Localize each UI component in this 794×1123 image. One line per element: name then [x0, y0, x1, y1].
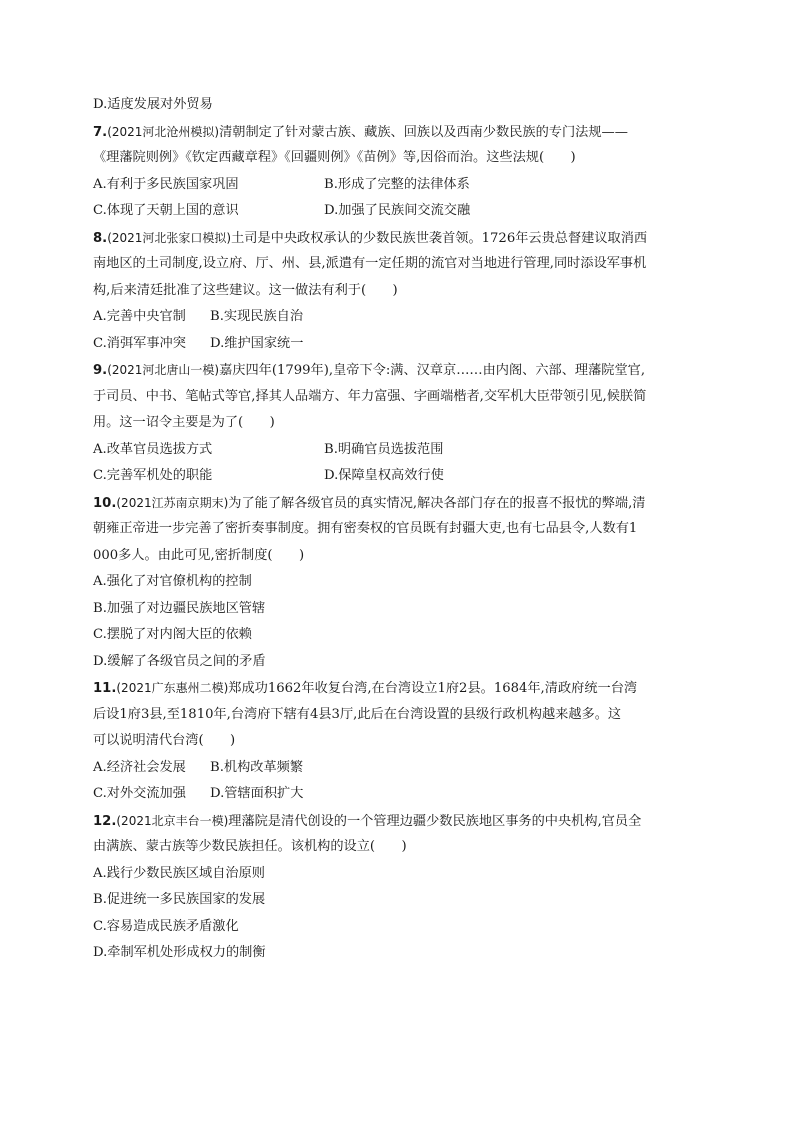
question-7-option-b[interactable]: B.形成了完整的法律体系	[324, 176, 470, 192]
question-7-stem-line-1: 7.(2021河北沧州模拟)清朝制定了针对蒙古族、藏族、回族以及西南少数民族的专门法规——	[93, 124, 628, 140]
question-7-options-row-2	[93, 198, 705, 225]
question-7-stem-line-2: 《理藩院则例》《钦定西藏章程》《回疆则例》《苗例》等,因俗而治。这些法规( )	[93, 150, 576, 165]
question-9-option-a[interactable]: A.改革官员选拔方式	[93, 441, 213, 457]
question-11-option-a[interactable]: A.经济社会发展	[93, 759, 186, 775]
question-9-stem-line-1: 9.(2021河北唐山一模)嘉庆四年(1799年),皇帝下令:满、汉章京……由内阁、六部、理藩院堂官,	[93, 363, 646, 378]
question-8-stem-line-1: 8.(2021河北张家口模拟)土司是中央政权承认的少数民族世袭首领。1726年云贵总督建议取消西	[93, 230, 648, 246]
question-10-option-b[interactable]: B.加强了对边疆民族地区管辖	[93, 600, 266, 616]
question-11	[93, 675, 705, 808]
question-9-option-b[interactable]: B.明确官员选拔范围	[324, 441, 444, 457]
question-10-stem-line-1: 10.(2021江苏南京期末)为了能了解各级官员的真实情况,解决各部门存在的报喜不报忧的弊端,清	[93, 495, 646, 511]
question-source: (2021江苏南京期末)	[116, 495, 229, 510]
question-8-option-a[interactable]: A.完善中央官制	[93, 309, 186, 324]
question-number: 11.	[93, 681, 117, 696]
document-page	[93, 92, 705, 967]
question-source: (2021北京丰台一模)	[116, 813, 229, 828]
question-8-options-row-1	[93, 304, 705, 331]
question-7-option-a[interactable]: A.有利于多民族国家巩固	[93, 176, 239, 192]
question-11-options-row-1	[93, 755, 705, 782]
question-12-option-a[interactable]: A.践行少数民族区域自治原则	[93, 865, 265, 881]
question-12-stem-line-2: 由满族、蒙古族等少数民族担任。该机构的设立( )	[93, 839, 407, 854]
question-12-option-c[interactable]: C.容易造成民族矛盾激化	[93, 918, 239, 934]
question-12-stem-line-1: 12.(2021北京丰台一模)理藩院是清代创设的一个管理边疆少数民族地区事务的中央机构,官员全	[93, 813, 642, 829]
question-8	[93, 225, 705, 358]
question-10-option-a[interactable]: A.强化了对官僚机构的控制	[93, 574, 252, 589]
question-11-options-row-2	[93, 781, 705, 808]
question-7	[93, 119, 705, 225]
question-11-stem-line-2: 后设1府3县,至1810年,台湾府下辖有4县3厅,此后在台湾设置的县级行政机构越来越多。这	[93, 706, 622, 722]
lead-option-d: D.适度发展对外贸易	[93, 97, 213, 112]
question-number: 9.	[93, 363, 108, 378]
question-8-stem-line-2: 南地区的土司制度,设立府、厅、州、县,派遣有一定任期的流官对当地进行管理,同时添设军事机	[93, 256, 647, 271]
question-number: 12.	[93, 813, 117, 829]
question-8-option-c[interactable]: C.消弭军事冲突	[93, 335, 186, 351]
question-12	[93, 808, 705, 967]
question-source: (2021广东惠州二模)	[116, 681, 229, 695]
question-10-stem-line-3: 000多人。由此可见,密折制度( )	[93, 547, 305, 563]
question-7-option-d[interactable]: D.加强了民族间交流交融	[324, 203, 471, 218]
question-9-options-row-2	[93, 463, 705, 490]
question-10-option-d[interactable]: D.缓解了各级官员之间的矛盾	[93, 653, 266, 669]
question-11-option-c[interactable]: C.对外交流加强	[93, 786, 186, 801]
question-source: (2021河北张家口模拟)	[107, 230, 232, 245]
question-9-option-d[interactable]: D.保障皇权高效行使	[324, 468, 444, 483]
question-9-stem-line-3: 用。这一诏令主要是为了( )	[93, 415, 275, 430]
question-7-option-c[interactable]: C.体现了天朝上国的意识	[93, 203, 239, 218]
question-number: 8.	[93, 230, 108, 246]
question-11-option-b[interactable]: B.机构改革频繁	[210, 759, 304, 775]
question-source: (2021河北沧州模拟)	[107, 124, 220, 139]
question-10-option-c[interactable]: C.摆脱了对内阁大臣的依赖	[93, 627, 252, 642]
question-8-stem-line-3: 构,后来清廷批准了这些建议。这一做法有利于( )	[93, 282, 398, 298]
question-8-options-row-2	[93, 331, 705, 358]
question-source: (2021河北唐山一模)	[107, 363, 220, 377]
question-9-options-row-1	[93, 437, 705, 464]
question-10	[93, 490, 705, 676]
question-9-stem-line-2: 于司员、中书、笔帖式等官,择其人品端方、年力富强、字画端楷者,交军机大臣带领引见,候朕简	[93, 388, 647, 404]
question-11-stem-line-1: 11.(2021广东惠州二模)郑成功1662年收复台湾,在台湾设立1府2县。1684年,清政府统一台湾	[93, 681, 638, 696]
question-number: 7.	[93, 124, 108, 140]
question-9-option-c[interactable]: C.完善军机处的职能	[93, 468, 213, 483]
question-8-option-d[interactable]: D.维护国家统一	[210, 335, 304, 351]
question-12-option-b[interactable]: B.促进统一多民族国家的发展	[93, 892, 266, 907]
question-12-option-d[interactable]: D.牵制军机处形成权力的制衡	[93, 945, 266, 960]
question-11-stem-line-3: 可以说明清代台湾( )	[93, 733, 236, 748]
question-8-option-b[interactable]: B.实现民族自治	[210, 309, 304, 324]
question-11-option-d[interactable]: D.管辖面积扩大	[210, 786, 304, 801]
question-9	[93, 357, 705, 490]
question-number: 10.	[93, 495, 117, 511]
question-10-stem-line-2: 朝雍正帝进一步完善了密折奏事制度。拥有密奏权的官员既有封疆大吏,也有七品县令,人数有1	[93, 521, 638, 536]
question-7-options-row-1	[93, 172, 705, 199]
